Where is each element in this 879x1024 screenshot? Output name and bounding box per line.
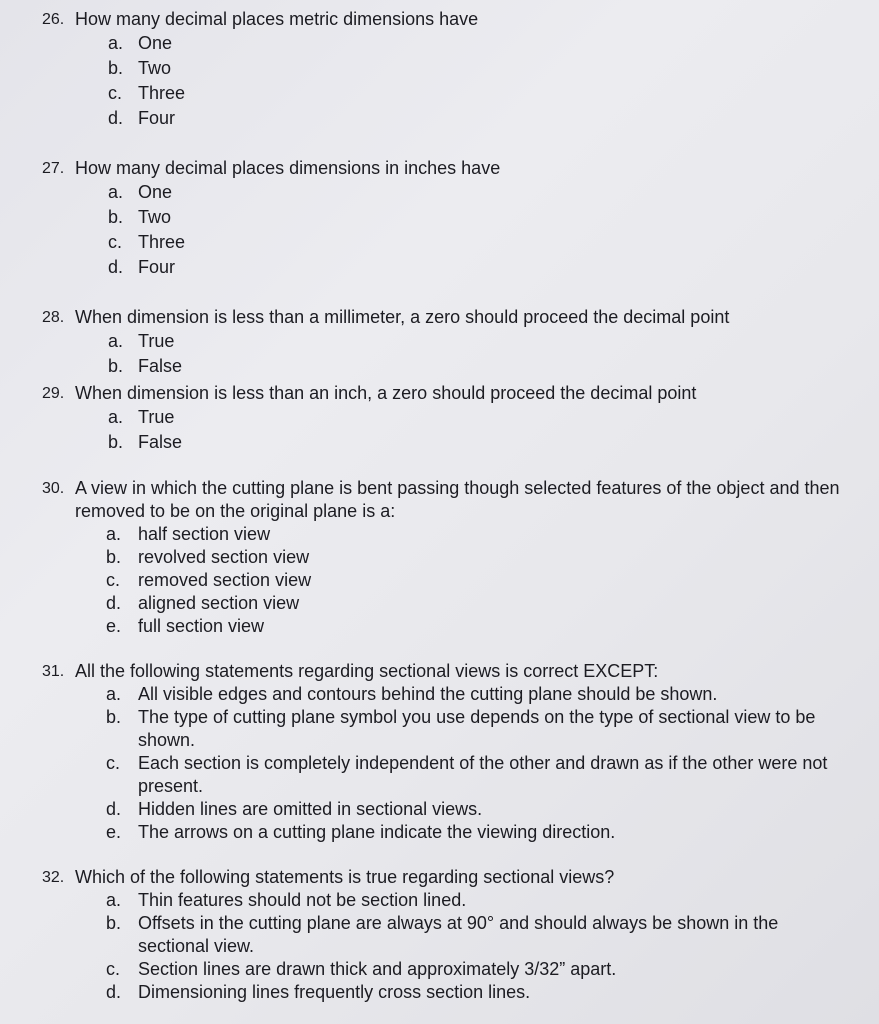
option-text: Two [138,58,172,78]
answer-options [0,180,860,280]
option-text: Dimensioning lines frequently cross section lines. [138,982,531,1002]
question-text: All the following statements regarding sectional views is correct EXCEPT: [75,661,659,681]
option-letter: a. [108,182,124,202]
question-text: How many decimal places dimensions in inches have [75,158,501,178]
option-text: Two [138,207,172,227]
answer-option-d[interactable] [0,592,860,615]
option-letter: b. [108,58,124,78]
answer-options [0,889,860,1004]
question-number: 32. [42,869,65,886]
answer-option-d[interactable] [0,106,860,131]
answer-option-e[interactable] [0,821,860,844]
option-letter: a. [108,331,124,351]
answer-option-c[interactable] [0,569,860,592]
question-26 [0,8,860,131]
question-number: 28. [42,309,65,326]
option-letter: e. [106,616,122,636]
option-text: Four [138,257,176,277]
option-letter: d. [108,108,124,128]
question-29 [0,382,860,455]
question-28 [0,306,860,379]
option-letter: b. [108,207,124,227]
question-32 [0,866,860,1004]
question-text: When dimension is less than an inch, a zero should proceed the decimal point [75,383,697,403]
option-text: One [138,182,173,202]
question-27 [0,157,860,280]
option-text: removed section view [138,570,312,590]
answer-option-a[interactable] [0,523,860,546]
option-letter: a. [108,33,124,53]
option-letter: b. [106,913,122,933]
answer-options [0,523,860,638]
option-text: Each section is completely independent of the other and drawn as if the other were not present. [138,753,828,796]
answer-options [0,329,860,379]
answer-option-a[interactable] [0,405,860,430]
option-letter: c. [108,232,123,252]
option-text: True [138,407,175,427]
option-text: Section lines are drawn thick and approximately 3/32” apart. [138,959,617,979]
option-letter: c. [108,83,123,103]
answer-option-a[interactable] [0,31,860,56]
answer-option-d[interactable] [0,255,860,280]
question-30 [0,477,860,638]
option-text: False [138,432,183,452]
option-letter: c. [106,959,121,979]
option-letter: a. [106,684,122,704]
answer-option-c[interactable] [0,81,860,106]
option-letter: a. [108,407,124,427]
answer-option-a[interactable] [0,329,860,354]
option-letter: e. [106,822,122,842]
question-stem [0,866,860,889]
option-letter: b. [106,547,122,567]
option-text: All visible edges and contours behind the cutting plane should be shown. [138,684,718,704]
answer-option-e[interactable] [0,615,860,638]
option-letter: d. [106,593,122,613]
option-text: False [138,356,183,376]
option-text: half section view [138,524,271,544]
option-text: Four [138,108,176,128]
option-text: full section view [138,616,265,636]
option-text: True [138,331,175,351]
question-stem [0,382,860,405]
option-letter: d. [108,257,124,277]
question-text: When dimension is less than a millimeter, a zero should proceed the decimal point [75,307,730,327]
answer-option-b[interactable] [0,205,860,230]
option-text: Three [138,83,186,103]
option-letter: b. [106,707,122,727]
question-text: How many decimal places metric dimensions have [75,9,479,29]
option-text: aligned section view [138,593,300,613]
answer-options [0,31,860,131]
question-stem [0,157,860,180]
option-letter: b. [108,432,124,452]
answer-option-c[interactable] [0,958,860,981]
answer-options [0,683,860,844]
option-text: Three [138,232,186,252]
question-text: Which of the following statements is true regarding sectional views? [75,867,615,887]
answer-options [0,405,860,455]
answer-option-a[interactable] [0,180,860,205]
question-text: A view in which the cutting plane is bent passing though selected features of the object and then removed to be on the original plane is a: [75,478,840,521]
option-text: Offsets in the cutting plane are always at 90° and should always be shown in the sectional view. [138,913,779,956]
question-number: 31. [42,663,65,680]
answer-option-b[interactable] [0,546,860,569]
answer-option-d[interactable] [0,981,860,1004]
option-letter: a. [106,890,122,910]
answer-option-c[interactable] [0,752,860,798]
answer-option-c[interactable] [0,230,860,255]
question-number: 30. [42,480,65,497]
answer-option-a[interactable] [0,683,860,706]
option-letter: d. [106,982,122,1002]
answer-option-d[interactable] [0,798,860,821]
option-text: revolved section view [138,547,310,567]
question-number: 29. [42,385,65,402]
option-letter: a. [106,524,122,544]
answer-option-b[interactable] [0,912,860,958]
question-stem [0,477,860,523]
question-31 [0,660,860,844]
answer-option-b[interactable] [0,354,860,379]
question-number: 26. [42,11,65,28]
answer-option-a[interactable] [0,889,860,912]
option-letter: d. [106,799,122,819]
option-letter: c. [106,570,121,590]
answer-option-b[interactable] [0,430,860,455]
option-letter: c. [106,753,121,773]
answer-option-b[interactable] [0,706,860,752]
option-text: Thin features should not be section lined. [138,890,467,910]
option-text: The arrows on a cutting plane indicate the viewing direction. [138,822,616,842]
option-text: One [138,33,173,53]
question-number: 27. [42,160,65,177]
question-stem [0,8,860,31]
option-text: Hidden lines are omitted in sectional views. [138,799,483,819]
question-stem [0,660,860,683]
option-letter: b. [108,356,124,376]
question-stem [0,306,860,329]
option-text: The type of cutting plane symbol you use depends on the type of sectional view to be shown. [138,707,816,750]
answer-option-b[interactable] [0,56,860,81]
